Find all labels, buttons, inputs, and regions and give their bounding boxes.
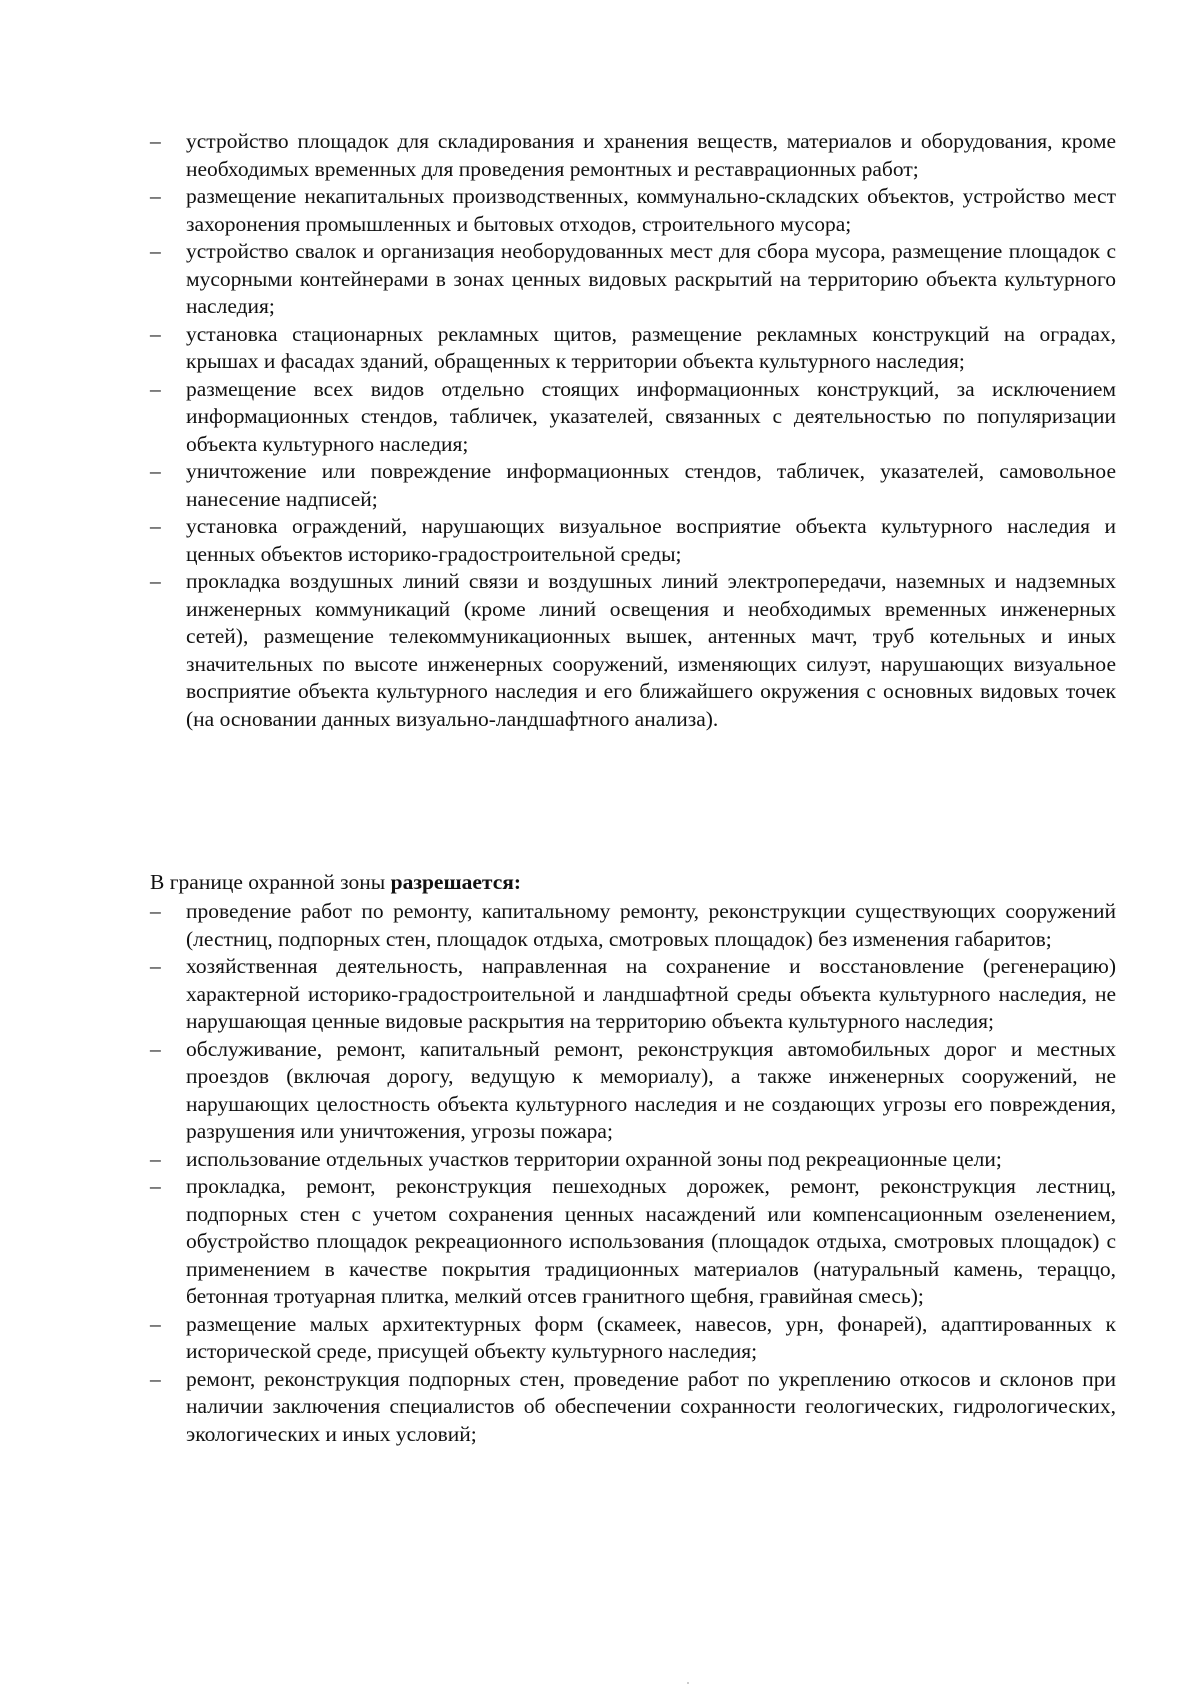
dash-bullet: – [150, 129, 161, 153]
list-item [150, 183, 1116, 238]
list-item-text: устройство площадок для складирования и хранения веществ, материалов и оборудования, кроме необходимых временных для проведения ремонтных и реставрационных работ; [186, 129, 1116, 181]
list-item [150, 376, 1116, 459]
allowed-heading-bold: разрешается: [390, 870, 522, 894]
dash-bullet: – [150, 376, 161, 401]
list-item-text: прокладка, ремонт, реконструкция пешеходных дорожек, ремонт, реконструкция лестниц, подпорных стен с учетом сохранения ценных насаждений или компенсационным озеленением, обустройство площадок рекреационного использования (площадок отдыха, смотровых площадок) с применением в качестве покрытия традиционных материалов (натуральный камень, тераццо, бетонная тротуарная плитка, мелкий отсев гранитного щебня, гравийная смесь); [186, 1174, 1116, 1308]
list-item [150, 1173, 1116, 1311]
dash-bullet: – [150, 184, 161, 208]
dash-bullet: – [150, 899, 161, 923]
allowed-section-heading [150, 869, 1116, 897]
list-item [150, 458, 1116, 513]
list-item [150, 513, 1116, 568]
list-item-text: размещение малых архитектурных форм (скамеек, навесов, урн, фонарей), адаптированных к исторической среде, присущей объекту культурного наследия; [186, 1311, 1116, 1363]
list-item-text: использование отдельных участков территории охранной зоны под рекреационные цели; [186, 1146, 1002, 1171]
list-item [150, 568, 1116, 733]
list-item-text: ремонт, реконструкция подпорных стен, проведение работ по укреплению откосов и склонов при наличии заключения специалистов об обеспечении сохранности геологических, гидрологических, экологических и иных условий; [186, 1366, 1116, 1446]
list-item-text: установка ограждений, нарушающих визуальное восприятие объекта культурного наследия и ценных объектов историко-градостроительной среды; [186, 514, 1116, 566]
list-item-text: уничтожение или повреждение информационных стендов, табличек, указателей, самовольное нанесение надписей; [186, 459, 1116, 511]
dash-bullet: – [150, 321, 161, 346]
allowed-list [150, 898, 1116, 1448]
list-item [150, 1036, 1116, 1146]
dash-bullet: – [150, 1366, 161, 1391]
dash-bullet: – [150, 569, 161, 593]
list-item-text: прокладка воздушных линий связи и воздушных линий электропередачи, наземных и надземных инженерных коммуникаций (кроме линий освещения и необходимых временных инженерных сетей), размещение телекоммуникационных вышек, антенных мачт, труб котельных и иных значительных по высоте инженерных сооружений, изменяющих силуэт, нарушающих визуальное восприятие объекта культурного наследия и его ближайшего окружения с основных видовых точек (на основании данных визуально-ландшафтного анализа). [186, 569, 1116, 731]
list-item [150, 238, 1116, 321]
list-item-text: установка стационарных рекламных щитов, размещение рекламных конструкций на оградах, крышах и фасадах зданий, обращенных к территории объекта культурного наследия; [186, 321, 1116, 373]
dash-bullet: – [150, 1146, 161, 1171]
list-item [150, 128, 1116, 183]
list-item [150, 321, 1116, 376]
list-item [150, 1311, 1116, 1366]
list-item [150, 1146, 1116, 1174]
list-item-text: проведение работ по ремонту, капитальному ремонту, реконструкции существующих сооружений (лестниц, подпорных стен, площадок отдыха, смотровых площадок) без изменения габаритов; [186, 899, 1116, 951]
list-item [150, 898, 1116, 953]
dash-bullet: – [150, 514, 161, 538]
dash-bullet: – [150, 954, 161, 978]
dash-bullet: – [150, 239, 161, 263]
list-item-text: обслуживание, ремонт, капитальный ремонт, реконструкция автомобильных дорог и местных проездов (включая дорогу, ведущую к мемориалу), а также инженерных сооружений, не нарушающих целостность объекта культурного наследия и не создающих угрозы его повреждения, разрушения или уничтожения, угрозы пожара; [186, 1036, 1116, 1143]
list-item-text: хозяйственная деятельность, направленная на сохранение и восстановление (регенерацию) характерной историко-градостроительной и ландшафтной среды объекта культурного наследия, не нарушающая ценные видовые раскрытия на территорию объекта культурного наследия; [186, 954, 1116, 1033]
scan-speck [687, 1682, 689, 1684]
dash-bullet: – [150, 1174, 161, 1198]
list-item-text: размещение некапитальных производственных, коммунально-складских объектов, устройство мест захоронения промышленных и бытовых отходов, строительного мусора; [186, 184, 1116, 236]
dash-bullet: – [150, 1036, 161, 1061]
list-item-text: устройство свалок и организация необорудованных мест для сбора мусора, размещение площадок с мусорными контейнерами в зонах ценных видовых раскрытий на территорию объекта культурного наследия; [186, 239, 1116, 318]
allowed-heading-prefix: В границе охранной зоны [150, 870, 391, 894]
list-item [150, 953, 1116, 1036]
dash-bullet: – [150, 459, 161, 483]
list-item [150, 1366, 1116, 1449]
list-item-text: размещение всех видов отдельно стоящих информационных конструкций, за исключением информационных стендов, табличек, указателей, связанных с деятельностью по популяризации объекта культурного наследия; [186, 376, 1116, 456]
dash-bullet: – [150, 1311, 161, 1336]
prohibited-list [150, 128, 1116, 733]
